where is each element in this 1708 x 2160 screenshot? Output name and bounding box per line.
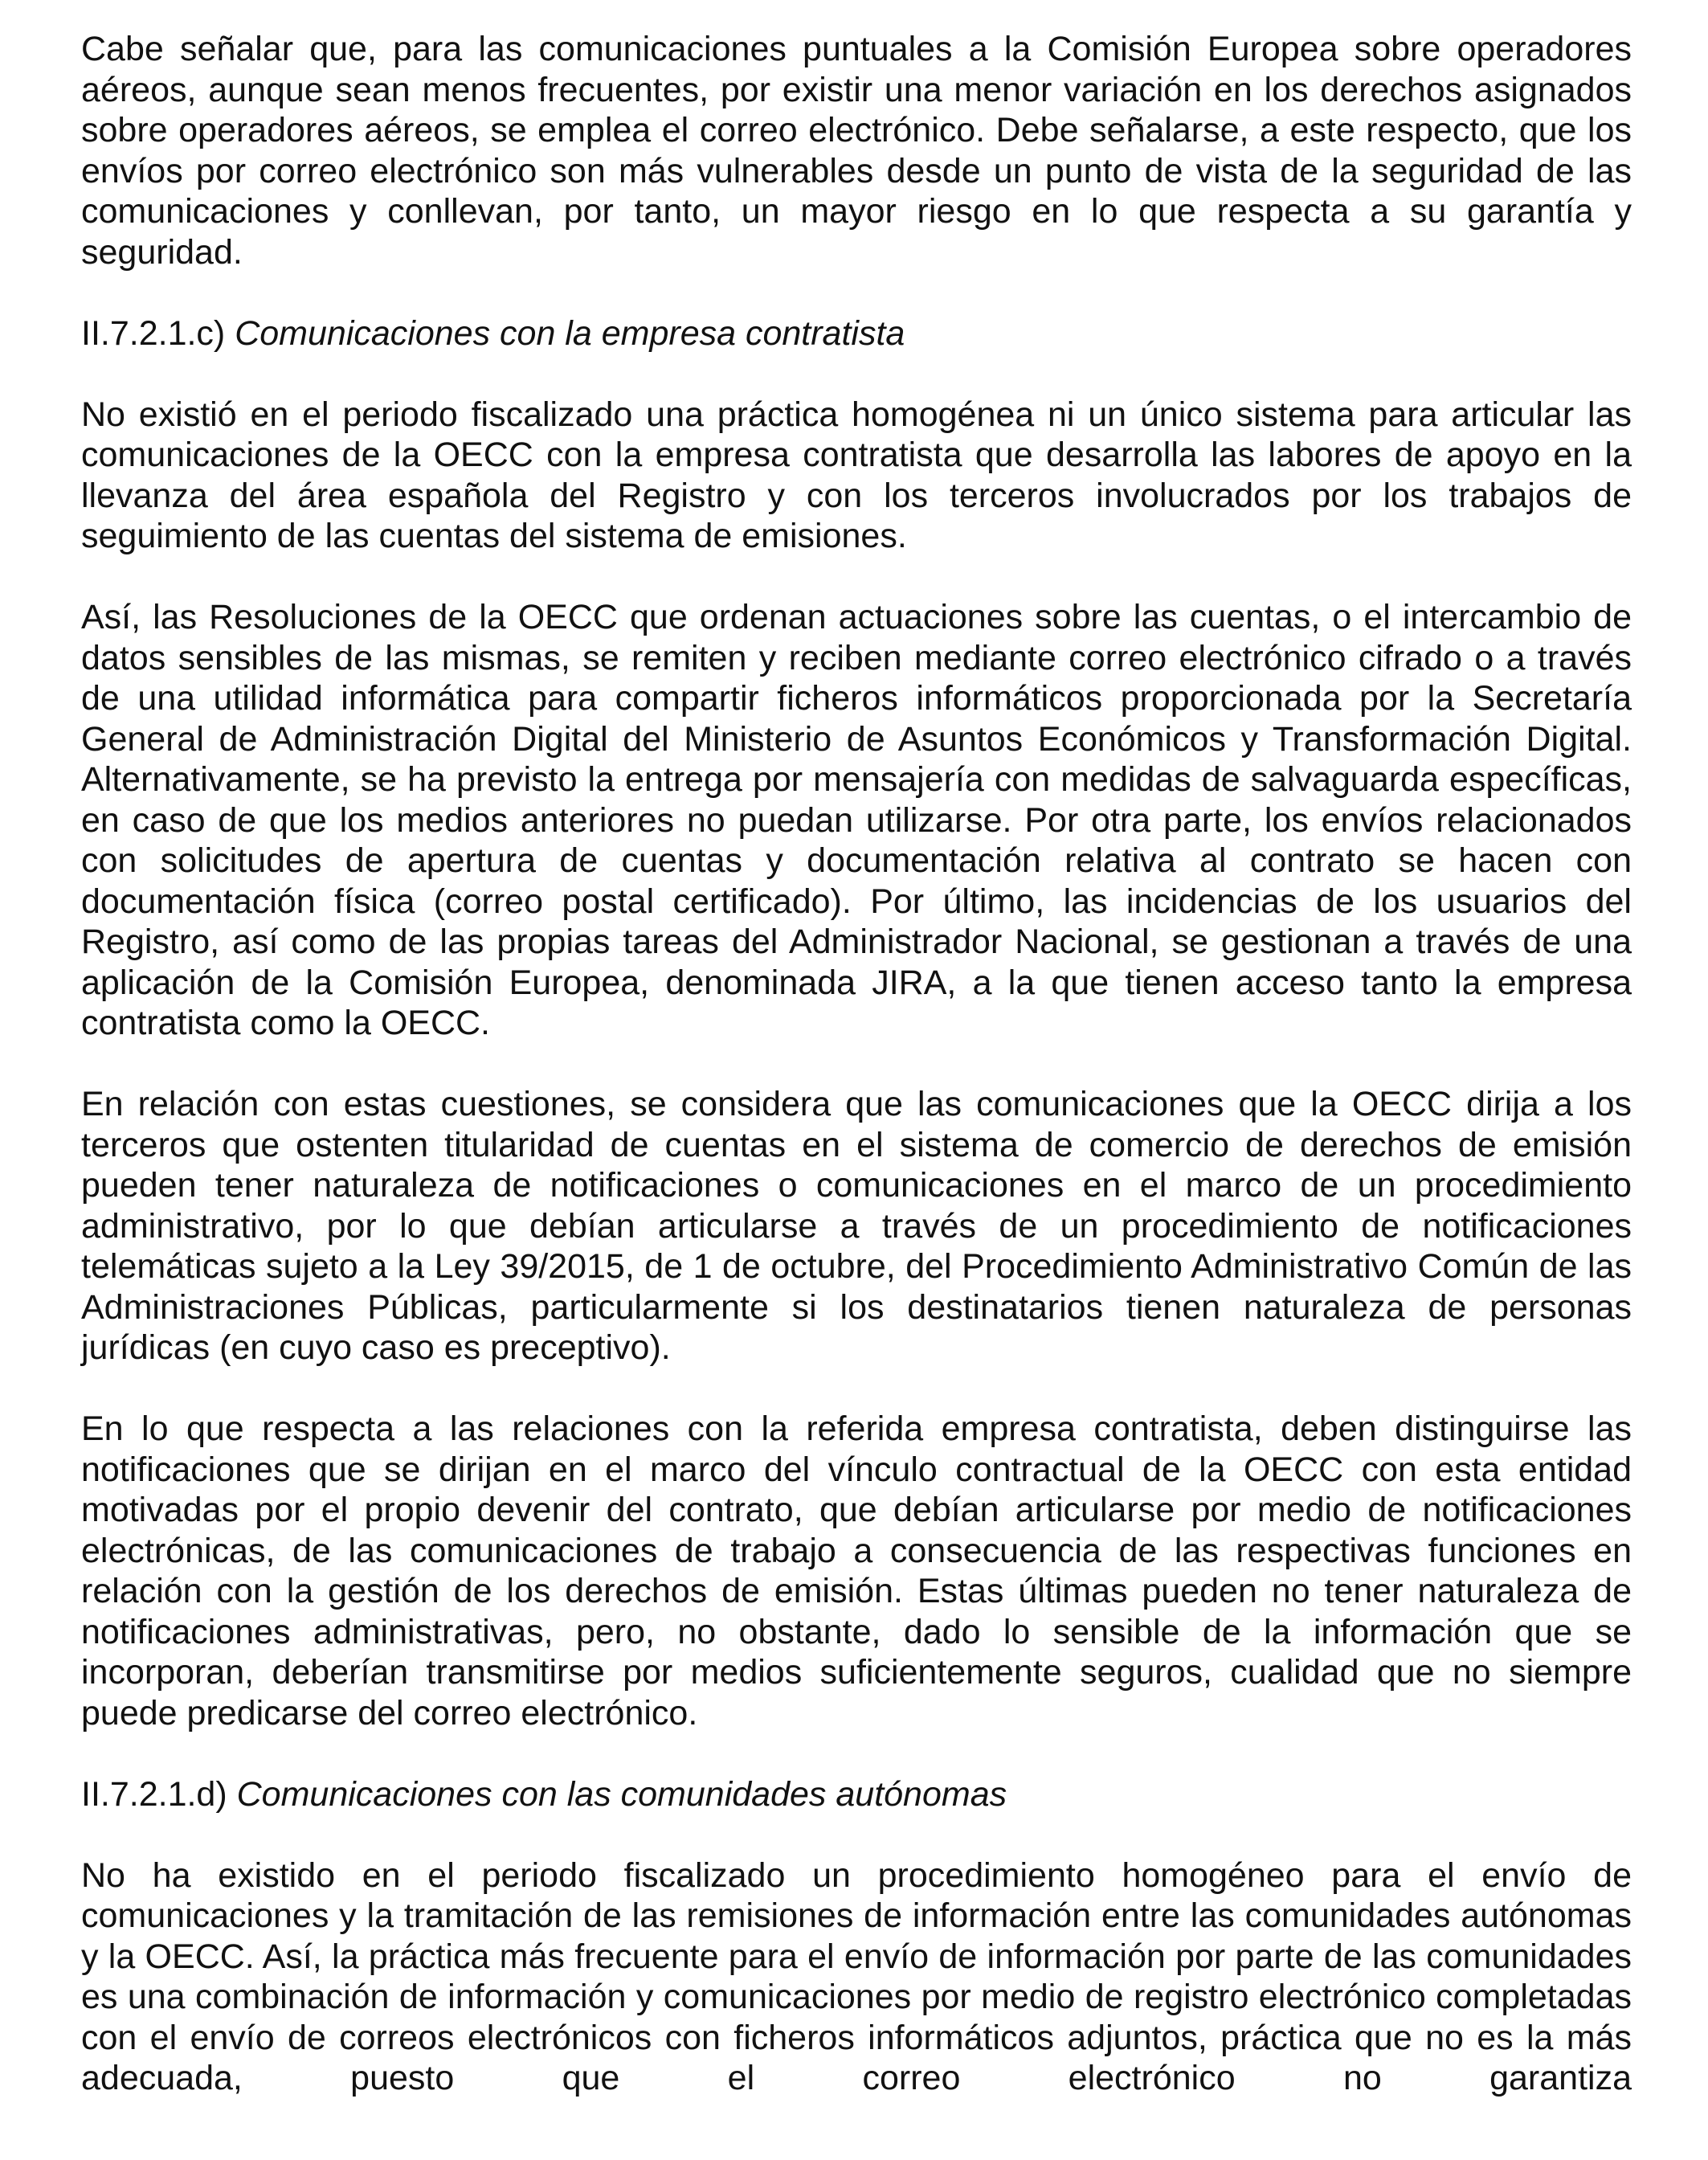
- section-number-d: II.7.2.1.d): [81, 1774, 227, 1814]
- paragraph-c-1: No existió en el periodo fiscalizado una práctica homogénea ni un único sistema para articular las comunicaciones de la OECC con la empresa contratista que desarrolla las labores de apoyo en la llevanza del área española del Registro y con los terceros involucrados por los trabajos de seguimiento de las cuentas del sistema de emisiones.: [81, 395, 1632, 555]
- paragraph-c-2: Así, las Resoluciones de la OECC que ordenan actuaciones sobre las cuentas, o el intercambio de datos sensibles de las mismas, se remiten y reciben mediante correo electrónico cifrado o a través de una utilidad informática para compartir ficheros informáticos proporcionada por la Secretaría General de Administración Digital del Ministerio de Asuntos Económicos y Transformación Digital. Alternativamente, se ha previsto la entrega por mensajería con medidas de salvaguarda específicas, en caso de que los medios anteriores no puedan utilizarse. Por otra parte, los envíos relacionados con solicitudes de apertura de cuentas y documentación relativa al contrato se hacen con documentación física (correo postal certificado). Por último, las incidencias de los usuarios del Registro, así como de las propias tareas del Administrador Nacional, se gestionan a través de una aplicación de la Comisión Europea, denominada JIRA, a la que tienen acceso tanto la empresa contratista como la OECC.: [81, 598, 1632, 1042]
- document-page: [81, 29, 1632, 2139]
- paragraph-c-3: En relación con estas cuestiones, se considera que las comunicaciones que la OECC dirija a los terceros que ostenten titularidad de cuentas en el sistema de comercio de derechos de emisión pueden tener naturaleza de notificaciones o comunicaciones en el marco de un procedimiento administrativo, por lo que debían articularse a través de un procedimiento de notificaciones telemáticas sujeto a la Ley 39/2015, de 1 de octubre, del Procedimiento Administrativo Común de las Administraciones Públicas, particularmente si los destinatarios tienen naturaleza de personas jurídicas (en cuyo caso es preceptivo).: [81, 1085, 1632, 1367]
- section-heading-c: [81, 313, 1632, 354]
- section-heading-d: [81, 1774, 1632, 1815]
- paragraph-intro: Cabe señalar que, para las comunicaciones puntuales a la Comisión Europea sobre operadores aéreos, aunque sean menos frecuentes, por existir una menor variación en los derechos asignados sobre operadores aéreos, se emplea el correo electrónico. Debe señalarse, a este respecto, que los envíos por correo electrónico son más vulnerables desde un punto de vista de la seguridad de las comunicaciones y conllevan, por tanto, un mayor riesgo en lo que respecta a su garantía y seguridad.: [81, 30, 1632, 272]
- section-number-c: II.7.2.1.c): [81, 313, 226, 353]
- paragraph-d-1: No ha existido en el periodo fiscalizado un procedimiento homogéneo para el envío de comunicaciones y la tramitación de las remisiones de información entre las comunidades autónomas y la OECC. Así, la práctica más frecuente para el envío de información por parte de las comunidades es una combinación de información y comunicaciones por medio de registro electrónico completadas con el envío de correos electrónicos con ficheros informáticos adjuntos, práctica que no es la más adecuada, puesto que el correo electrónico no garantiza: [81, 1855, 1632, 2097]
- section-title-d: Comunicaciones con las comunidades autónomas: [236, 1774, 1007, 1814]
- section-title-c: Comunicaciones con la empresa contratista: [235, 313, 905, 353]
- paragraph-c-4: En lo que respecta a las relaciones con la referida empresa contratista, deben distinguirse las notificaciones que se dirijan en el marco del vínculo contractual de la OECC con esta entidad motivadas por el propio devenir del contrato, que debían articularse por medio de notificaciones electrónicas, de las comunicaciones de trabajo a consecuencia de las respectivas funciones en relación con la gestión de los derechos de emisión. Estas últimas pueden no tener naturaleza de notificaciones administrativas, pero, no obstante, dado lo sensible de la información que se incorporan, deberían transmitirse por medios suficientemente seguros, cualidad que no siempre puede predicarse del correo electrónico.: [81, 1409, 1632, 1732]
